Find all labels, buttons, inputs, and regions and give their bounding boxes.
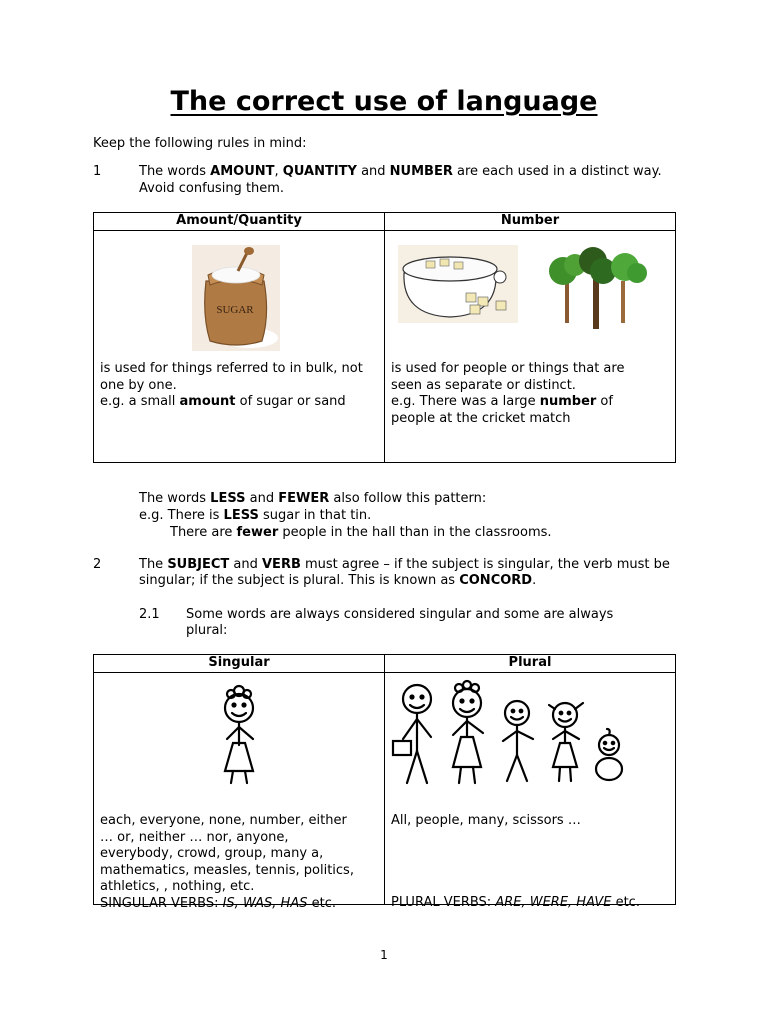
amount-quantity-header: Amount/Quantity [94,213,385,231]
plural-header: Plural [385,655,676,673]
plural-verbs-line: PLURAL VERBS: ARE, WERE, HAVE etc. [391,895,640,910]
less-fewer-line-3: There are fewer people in the hall than in the classrooms. [170,525,552,540]
rule-1-number: 1 [93,164,102,179]
sugar-cubes-bowl-image [398,245,518,323]
amount-desc-line-2: one by one. [100,377,177,393]
rule-2-1-number: 2.1 [139,607,160,622]
family-drawing [389,679,639,789]
number-header: Number [385,213,676,231]
amount-desc-line-1: is used for things referred to in bulk, not [100,361,363,376]
singular-line-3: everybody, crowd, group, many a, [100,846,324,861]
rule-2-1-line-1: Some words are always considered singular and some are always [186,607,614,622]
amount-desc-line-3: e.g. a small amount of sugar or sand [100,394,346,409]
number-description [391,361,671,427]
amount-quantity-cell [94,231,384,462]
rule-1-line-2: Avoid confusing them. [139,181,285,196]
less-fewer-line-1: The words LESS and FEWER also follow this pattern: [139,491,487,506]
singular-cell [94,673,384,911]
singular-line-4: mathematics, measles, tennis, politics, [100,862,354,878]
number-desc-line-3: e.g. There was a large number of [391,394,613,409]
sack-label: SUGAR [216,304,254,316]
less-fewer-line-2: e.g. There is LESS sugar in that tin. [139,508,372,523]
rule-2-line-2: singular; if the subject is plural. This is known as CONCORD. [139,573,537,588]
number-desc-line-1: is used for people or things that are [391,361,625,376]
amount-description [100,361,380,411]
singular-line-5: athletics, , nothing, etc. [100,879,255,894]
plural-line-1: All, people, many, scissors … [391,813,581,828]
singular-line-2: … or, neither … nor, anyone, [100,829,289,845]
number-cell [385,231,675,462]
number-desc-line-2: seen as separate or distinct. [391,377,576,393]
singular-plural-table [93,654,676,911]
plural-words [391,813,671,830]
trees-image [545,247,653,329]
singular-verbs-line: SINGULAR VERBS: IS, WAS, HAS etc. [100,895,336,911]
plural-cell [385,673,675,910]
rule-2-line-1: The SUBJECT and VERB must agree – if the subject is singular, the verb must be [139,557,670,572]
intro-text: Keep the following rules in mind: [93,136,307,151]
single-person-drawing [209,683,269,787]
singular-line-1: each, everyone, none, number, either [100,813,347,828]
sugar-sack-image [192,245,280,351]
number-desc-line-4: people at the cricket match [391,410,571,426]
rule-1-line-1: The words AMOUNT, QUANTITY and NUMBER are each used in a distinct way. [139,164,662,179]
amount-number-table [93,212,676,463]
singular-header: Singular [94,655,385,673]
page-title: The correct use of language [170,86,598,117]
rule-2-number: 2 [93,557,102,572]
singular-words [100,813,380,912]
rule-2-1-line-2: plural: [186,623,228,638]
page-number: 1 [380,948,388,962]
